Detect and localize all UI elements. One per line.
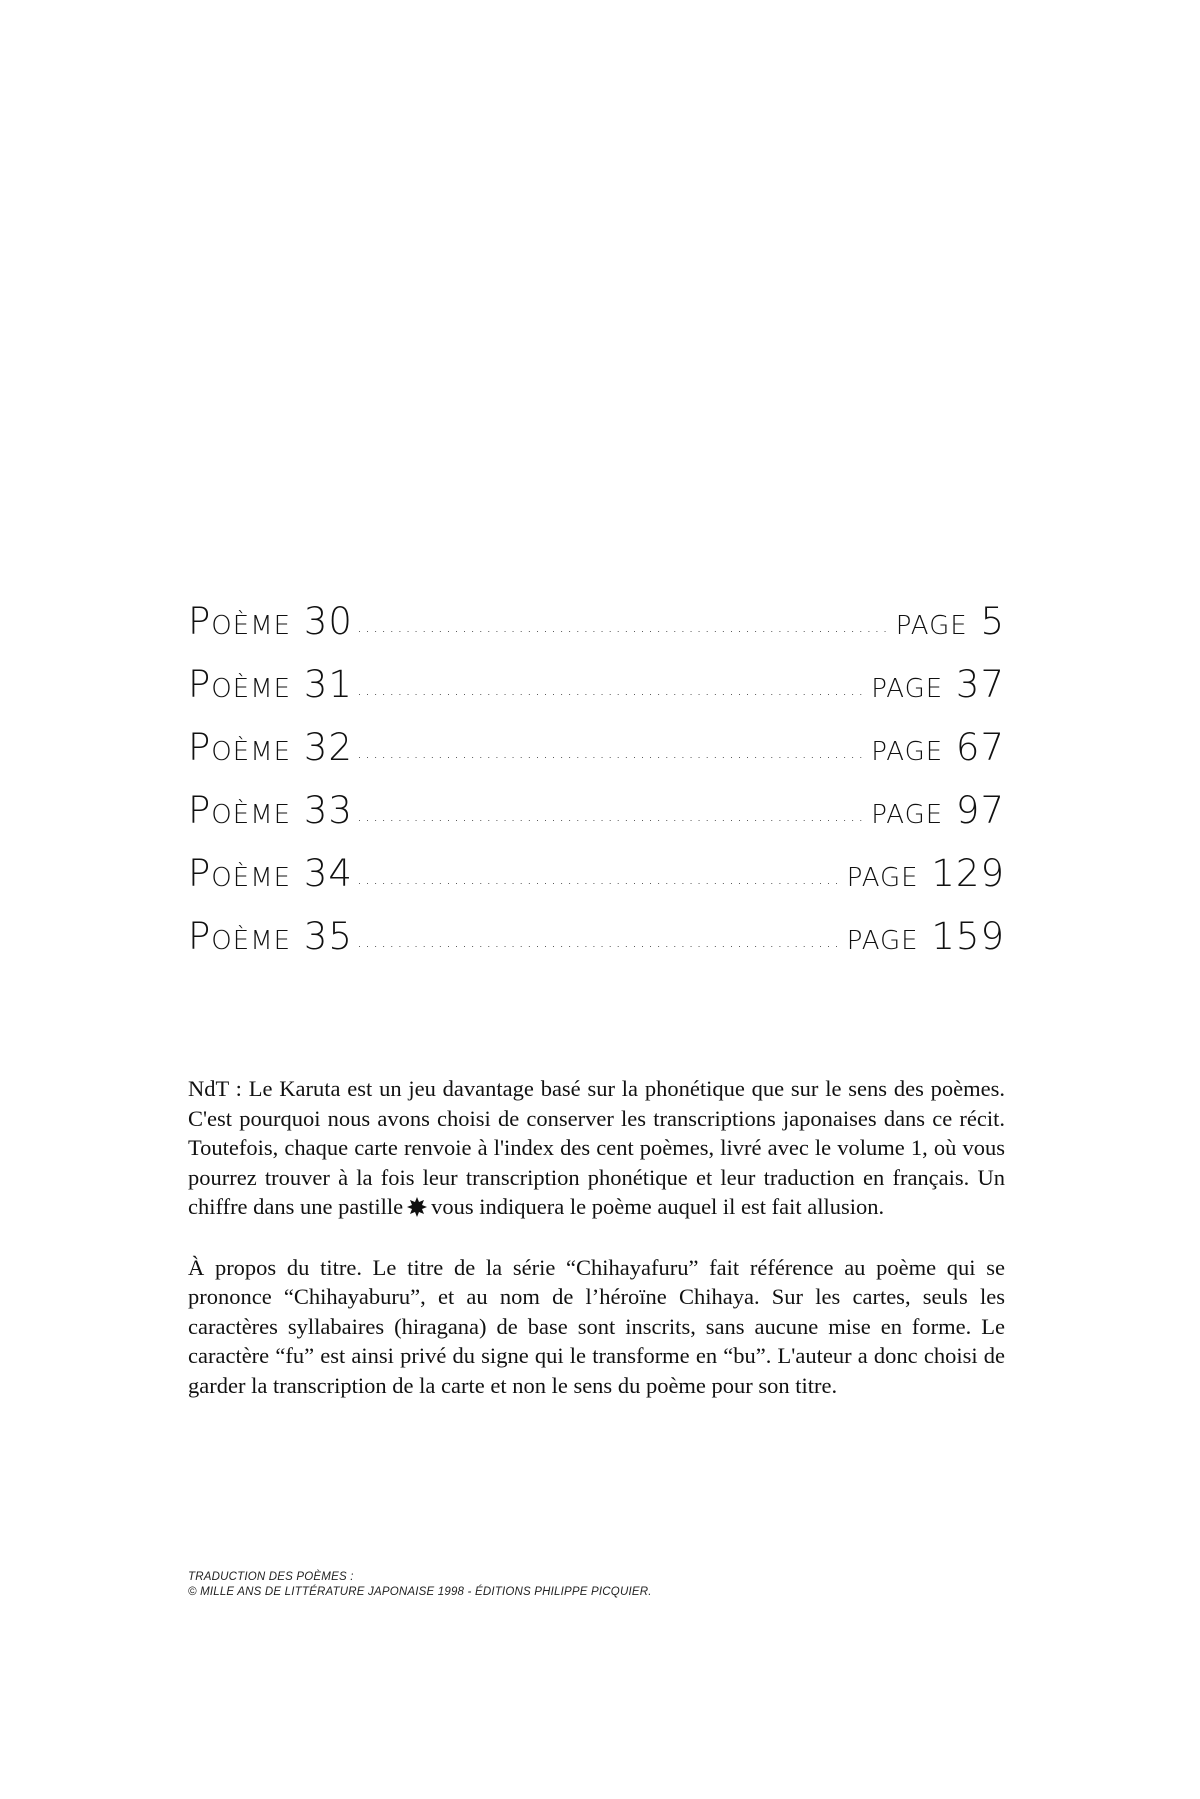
translator-note-paragraph [188,1074,1005,1222]
starburst-badge-icon [407,1197,427,1217]
toc-entry[interactable] [188,852,1005,915]
toc-leader-dots [357,743,865,762]
toc-entry-page: page 67 [871,726,1005,769]
note-text-after-badge: vous indiquera le poème auquel il est fait allusion. [431,1194,885,1219]
title-note-paragraph: À propos du titre. Le titre de la série “Chihayafuru” fait référence au poème qui se prononce “Chihayaburu”, et au nom de l’héroïne Chihaya. Sur les cartes, seuls les caractères syllabaires (hiragana) de base sont inscrits, sans aucune mise en forme. Le caractère “fu” est ainsi privé du signe qui le transforme en “bu”. L'auteur a donc choisi de garder la transcription de la carte et non le sens du poème pour son titre. [188,1254,1005,1398]
toc-entry[interactable] [188,915,1005,978]
toc-entry-page: page 37 [871,663,1005,706]
toc-entry[interactable] [188,600,1005,663]
note-text-before-badge: NdT : Le Karuta est un jeu davantage basé sur la phonétique que sur le sens des poèmes. C'est pourquoi nous avons choisi de conserver les transcriptions japonaises dans ce récit. Toutefois, chaque carte renvoie à l'index des cent poèmes, livré avec le volume 1, où vous pourrez trouver à la fois leur transcription phonétique et leur traduction en français. Un chiffre dans une pastille [188,1076,1005,1219]
toc-entry[interactable] [188,726,1005,789]
toc-entry-title: Poème 35 [188,915,353,958]
toc-entry-title: Poème 33 [188,789,353,832]
toc-leader-dots [357,617,890,636]
toc-entry-page: page 97 [871,789,1005,832]
toc-leader-dots [357,869,841,888]
toc-leader-dots [357,806,865,825]
toc-entry-title: Poème 30 [188,600,353,643]
poem-translation-credits [188,1570,1005,1600]
toc-entry-title: Poème 34 [188,852,353,895]
table-of-contents [188,600,1005,978]
toc-entry-title: Poème 32 [188,726,353,769]
toc-entry[interactable] [188,789,1005,852]
translator-notes [188,1074,1005,1431]
toc-entry-title: Poème 31 [188,663,353,706]
toc-leader-dots [357,680,865,699]
toc-entry-page: page 129 [846,852,1005,895]
credits-line-heading: TRADUCTION DES POÈMES : [188,1571,354,1583]
credits-line-copyright: © MILLE ANS DE LITTÉRATURE JAPONAISE 1998 - ÉDITIONS PHILIPPE PICQUIER. [188,1586,652,1598]
toc-leader-dots [357,932,841,951]
toc-entry[interactable] [188,663,1005,726]
toc-entry-page: page 159 [846,915,1005,958]
toc-entry-page: page 5 [895,600,1005,643]
